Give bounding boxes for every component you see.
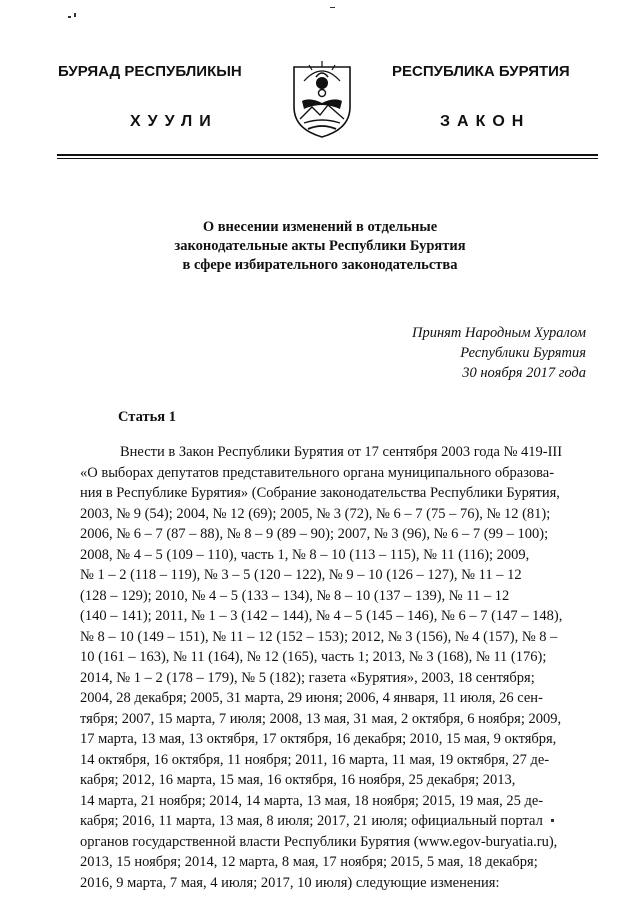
scan-speck xyxy=(74,13,76,17)
header-right-title: РЕСПУБЛИКА БУРЯТИЯ xyxy=(392,63,570,80)
law-title-line: в сфере избирательного законодательства xyxy=(182,257,458,273)
body-line: 10 (161 – 163), № 11 (164), № 12 (165), часть 1; 2013, № 3 (168), № 11 (176); xyxy=(80,649,547,665)
coat-of-arms-icon xyxy=(290,57,354,139)
adoption-note xyxy=(300,323,586,383)
header-right-subtitle: ЗАКОН xyxy=(440,113,531,130)
body-line: (140 – 141); 2011, № 1 – 3 (142 – 144), № 4 – 5 (145 – 146), № 6 – 7 (147 – 148), xyxy=(80,608,563,624)
body-line: тября; 2007, 15 марта, 7 июля; 2008, 13 мая, 31 мая, 2 октября, 6 ноября; 2009, xyxy=(80,710,562,727)
body-line: 14 марта, 21 ноября; 2014, 14 марта, 13 мая, 18 ноября; 2015, 19 мая, 25 де- xyxy=(80,792,544,809)
article-body xyxy=(80,442,586,893)
body-line: 2014, № 1 – 2 (178 – 179), № 5 (182); газета «Бурятия», 2003, 18 сентября; xyxy=(80,669,535,686)
header-left-title: БУРЯАД РЕСПУБЛИКЫН xyxy=(58,63,242,80)
header-left-subtitle: ХУУЛИ xyxy=(130,113,218,130)
adoption-line: 30 ноября 2017 года xyxy=(462,365,586,381)
body-line: 14 октября, 16 октября, 11 ноября; 2011, 16 марта, 11 мая, 19 октября, 27 де- xyxy=(80,751,550,768)
header-rule-thin xyxy=(57,158,598,159)
body-line: 2008, № 4 – 5 (109 – 110), часть 1, № 8 – 10 (113 – 115), № 11 (116); 2009, xyxy=(80,546,530,563)
body-line: № 8 – 10 (149 – 151), № 11 – 12 (152 – 153); 2012, № 3 (156), № 4 (157), № 8 – xyxy=(80,628,558,645)
body-line: кабря; 2016, 11 марта, 13 мая, 8 июля; 2017, 21 июля; официальный портал xyxy=(80,813,543,829)
body-line: 2004, 28 декабря; 2005, 31 марта, 29 июня; 2006, 4 января, 11 июля, 26 сен- xyxy=(80,690,543,706)
header-rule-thick xyxy=(57,154,598,156)
law-title-line: О внесении изменений в отдельные xyxy=(202,219,438,235)
scan-speck xyxy=(330,7,335,8)
article-heading: Статья 1 xyxy=(118,409,176,425)
body-line: 17 марта, 13 мая, 13 октября, 17 октября, 16 декабря; 2010, 15 мая, 9 октября, xyxy=(80,731,557,747)
scan-speck xyxy=(68,16,71,18)
body-line: 2013, 15 ноября; 2014, 12 марта, 8 мая, 17 ноября; 2015, 5 мая, 18 декабря; xyxy=(80,854,538,870)
body-line: 2003, № 9 (54); 2004, № 12 (69); 2005, № 3 (72), № 6 – 7 (75 – 76), № 12 (81); xyxy=(80,505,551,522)
body-line: ния в Республике Бурятия» (Собрание законодательства Республики Бурятия, xyxy=(80,485,560,501)
law-title xyxy=(0,218,640,275)
body-line: кабря; 2012, 16 марта, 15 мая, 16 октября, 16 ноября, 25 декабря; 2013, xyxy=(80,772,516,788)
body-line: № 1 – 2 (118 – 119), № 3 – 5 (120 – 122), № 9 – 10 (126 – 127), № 11 – 12 xyxy=(80,567,522,583)
body-line: 2006, № 6 – 7 (87 – 88), № 8 – 9 (89 – 90); 2007, № 3 (96), № 6 – 7 (99 – 100); xyxy=(80,526,549,542)
body-line: (128 – 129); 2010, № 4 – 5 (133 – 134), № 8 – 10 (137 – 139), № 11 – 12 xyxy=(80,587,510,604)
body-line: Внести в Закон Республики Бурятия от 17 сентября 2003 года № 419-III xyxy=(120,444,563,460)
adoption-line: Республики Бурятия xyxy=(460,345,586,361)
body-line: «О выборах депутатов представительного органа муниципального образова- xyxy=(80,464,555,481)
body-line: органов государственной власти Республики Бурятия (www.egov-buryatia.ru), xyxy=(80,833,558,850)
law-title-line: законодательные акты Республики Бурятия xyxy=(174,238,466,254)
body-line: 2016, 9 марта, 7 мая, 4 июля; 2017, 10 июля) следующие изменения: xyxy=(80,874,500,891)
scan-speck xyxy=(551,819,554,822)
adoption-line: Принят Народным Хуралом xyxy=(411,325,586,341)
